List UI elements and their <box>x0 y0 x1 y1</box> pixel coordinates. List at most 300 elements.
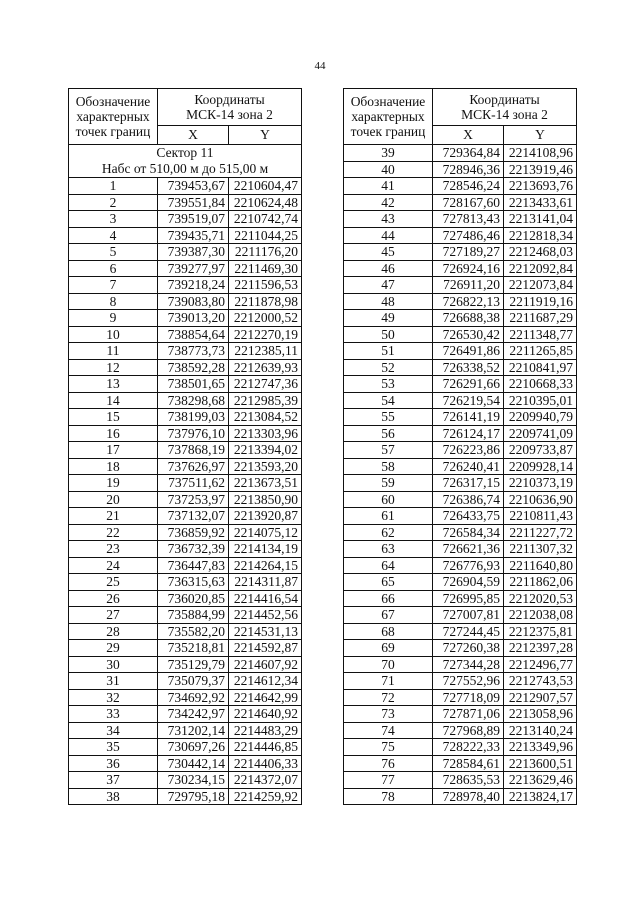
table-row <box>344 442 577 459</box>
table-row <box>344 343 577 360</box>
y-coordinate: 2211687,29 <box>504 310 577 327</box>
table-row <box>344 788 577 805</box>
point-number: 41 <box>344 178 433 195</box>
x-coordinate: 729364,84 <box>433 145 504 162</box>
point-number: 55 <box>344 409 433 426</box>
point-number: 5 <box>69 244 158 261</box>
table-row <box>69 178 302 195</box>
point-number: 66 <box>344 590 433 607</box>
y-coordinate: 2212020,53 <box>504 590 577 607</box>
table-row <box>344 656 577 673</box>
table-row <box>344 491 577 508</box>
coordinates-table-left <box>68 88 302 805</box>
table-row <box>69 260 302 277</box>
y-coordinate: 2214446,85 <box>229 739 302 756</box>
x-coordinate: 735884,99 <box>158 607 229 624</box>
x-coordinate: 738773,73 <box>158 343 229 360</box>
y-coordinate: 2211348,77 <box>504 326 577 343</box>
x-coordinate: 726219,54 <box>433 392 504 409</box>
x-coordinate: 727552,96 <box>433 673 504 690</box>
point-number: 21 <box>69 508 158 525</box>
point-number: 13 <box>69 376 158 393</box>
table-row <box>344 425 577 442</box>
table-row <box>69 491 302 508</box>
table-row <box>344 722 577 739</box>
y-coordinate: 2213140,24 <box>504 722 577 739</box>
point-number: 76 <box>344 755 433 772</box>
table-row <box>69 194 302 211</box>
table-row <box>69 574 302 591</box>
table-row <box>69 293 302 310</box>
table-row <box>344 475 577 492</box>
point-number: 19 <box>69 475 158 492</box>
y-coordinate: 2213850,90 <box>229 491 302 508</box>
sector-heading <box>69 145 302 178</box>
point-number: 36 <box>69 755 158 772</box>
table-row <box>344 706 577 723</box>
table-row <box>69 244 302 261</box>
sector-title: Сектор 11 <box>156 145 214 160</box>
y-coordinate: 2210841,97 <box>504 359 577 376</box>
point-number: 39 <box>344 145 433 162</box>
point-number: 30 <box>69 656 158 673</box>
y-coordinate: 2214108,96 <box>504 145 577 162</box>
y-coordinate: 2212907,57 <box>504 689 577 706</box>
x-coordinate: 729795,18 <box>158 788 229 805</box>
y-coordinate: 2212073,84 <box>504 277 577 294</box>
y-coordinate: 2211919,16 <box>504 293 577 310</box>
point-number: 26 <box>69 590 158 607</box>
x-coordinate: 727260,38 <box>433 640 504 657</box>
table-row <box>344 161 577 178</box>
x-coordinate: 737976,10 <box>158 425 229 442</box>
point-number: 29 <box>69 640 158 657</box>
x-coordinate: 726223,86 <box>433 442 504 459</box>
point-number: 16 <box>69 425 158 442</box>
point-number: 23 <box>69 541 158 558</box>
y-coordinate: 2213673,51 <box>229 475 302 492</box>
table-row <box>69 310 302 327</box>
x-coordinate: 726688,38 <box>433 310 504 327</box>
table-row <box>344 689 577 706</box>
table-row <box>69 359 302 376</box>
y-coordinate: 2212743,53 <box>504 673 577 690</box>
table-row <box>344 376 577 393</box>
table-row <box>344 607 577 624</box>
table-row <box>69 623 302 640</box>
table-row <box>69 475 302 492</box>
x-coordinate: 736020,85 <box>158 590 229 607</box>
y-coordinate: 2210395,01 <box>504 392 577 409</box>
y-coordinate: 2211596,53 <box>229 277 302 294</box>
y-coordinate: 2213920,87 <box>229 508 302 525</box>
designation-header: Обозначение характерных точек границ <box>344 89 433 145</box>
table-row <box>69 755 302 772</box>
y-coordinate: 2213058,96 <box>504 706 577 723</box>
table-row <box>344 772 577 789</box>
y-coordinate: 2210636,90 <box>504 491 577 508</box>
x-coordinate: 730442,14 <box>158 755 229 772</box>
point-number: 49 <box>344 310 433 327</box>
point-number: 11 <box>69 343 158 360</box>
point-number: 74 <box>344 722 433 739</box>
x-coordinate: 726584,34 <box>433 524 504 541</box>
x-coordinate: 739453,67 <box>158 178 229 195</box>
y-coordinate: 2214640,92 <box>229 706 302 723</box>
y-coordinate: 2209733,87 <box>504 442 577 459</box>
point-number: 64 <box>344 557 433 574</box>
table-row <box>344 739 577 756</box>
table-row <box>69 392 302 409</box>
x-coordinate: 726621,36 <box>433 541 504 558</box>
table-row <box>344 508 577 525</box>
point-number: 3 <box>69 211 158 228</box>
x-coordinate: 727718,09 <box>433 689 504 706</box>
point-number: 60 <box>344 491 433 508</box>
x-coordinate: 738199,03 <box>158 409 229 426</box>
coordinates-header: Координаты МСК-14 зона 2 <box>433 89 577 126</box>
point-number: 46 <box>344 260 433 277</box>
y-coordinate: 2211265,85 <box>504 343 577 360</box>
table-row <box>69 689 302 706</box>
y-coordinate: 2210604,47 <box>229 178 302 195</box>
point-number: 62 <box>344 524 433 541</box>
x-coordinate: 737132,07 <box>158 508 229 525</box>
table-row <box>69 442 302 459</box>
point-number: 15 <box>69 409 158 426</box>
point-number: 4 <box>69 227 158 244</box>
y-coordinate: 2212092,84 <box>504 260 577 277</box>
point-number: 27 <box>69 607 158 624</box>
point-number: 18 <box>69 458 158 475</box>
point-number: 40 <box>344 161 433 178</box>
table-row <box>344 458 577 475</box>
x-coordinate: 726822,13 <box>433 293 504 310</box>
point-number: 59 <box>344 475 433 492</box>
x-column-header: X <box>433 126 504 145</box>
y-coordinate: 2211469,30 <box>229 260 302 277</box>
y-coordinate: 2213303,96 <box>229 425 302 442</box>
point-number: 75 <box>344 739 433 756</box>
y-coordinate: 2214264,15 <box>229 557 302 574</box>
y-coordinate: 2212385,11 <box>229 343 302 360</box>
point-number: 71 <box>344 673 433 690</box>
y-coordinate: 2212639,93 <box>229 359 302 376</box>
sector-height-range: Набс от 510,00 м до 515,00 м <box>101 161 269 176</box>
y-coordinate: 2209928,14 <box>504 458 577 475</box>
table-row <box>69 557 302 574</box>
y-coordinate: 2213593,20 <box>229 458 302 475</box>
x-coordinate: 726291,66 <box>433 376 504 393</box>
table-row <box>69 508 302 525</box>
table-row <box>69 788 302 805</box>
y-coordinate: 2214642,99 <box>229 689 302 706</box>
y-coordinate: 2212397,28 <box>504 640 577 657</box>
y-coordinate: 2212000,52 <box>229 310 302 327</box>
table-row <box>344 260 577 277</box>
x-coordinate: 726317,15 <box>433 475 504 492</box>
point-number: 77 <box>344 772 433 789</box>
point-number: 2 <box>69 194 158 211</box>
x-coordinate: 734692,92 <box>158 689 229 706</box>
y-coordinate: 2213433,61 <box>504 194 577 211</box>
y-coordinate: 2214612,34 <box>229 673 302 690</box>
x-coordinate: 739387,30 <box>158 244 229 261</box>
x-coordinate: 739083,80 <box>158 293 229 310</box>
x-coordinate: 728584,61 <box>433 755 504 772</box>
point-number: 20 <box>69 491 158 508</box>
y-coordinate: 2214452,56 <box>229 607 302 624</box>
table-row <box>344 590 577 607</box>
table-row <box>344 673 577 690</box>
y-coordinate: 2212985,39 <box>229 392 302 409</box>
x-coordinate: 726240,41 <box>433 458 504 475</box>
point-number: 63 <box>344 541 433 558</box>
x-coordinate: 736732,39 <box>158 541 229 558</box>
x-coordinate: 726433,75 <box>433 508 504 525</box>
point-number: 54 <box>344 392 433 409</box>
point-number: 50 <box>344 326 433 343</box>
table-row <box>344 211 577 228</box>
y-coordinate: 2214075,12 <box>229 524 302 541</box>
x-coordinate: 736447,83 <box>158 557 229 574</box>
x-coordinate: 735129,79 <box>158 656 229 673</box>
y-coordinate: 2213394,02 <box>229 442 302 459</box>
y-coordinate: 2211862,06 <box>504 574 577 591</box>
point-number: 78 <box>344 788 433 805</box>
y-coordinate: 2211227,72 <box>504 524 577 541</box>
y-coordinate: 2213141,04 <box>504 211 577 228</box>
x-coordinate: 739435,71 <box>158 227 229 244</box>
point-number: 57 <box>344 442 433 459</box>
table-row <box>69 607 302 624</box>
x-coordinate: 728978,40 <box>433 788 504 805</box>
x-coordinate: 727871,06 <box>433 706 504 723</box>
y-coordinate: 2213824,17 <box>504 788 577 805</box>
table-row <box>344 227 577 244</box>
table-row <box>344 310 577 327</box>
y-coordinate: 2214531,13 <box>229 623 302 640</box>
x-coordinate: 735218,81 <box>158 640 229 657</box>
point-number: 51 <box>344 343 433 360</box>
x-coordinate: 739277,97 <box>158 260 229 277</box>
point-number: 1 <box>69 178 158 195</box>
point-number: 53 <box>344 376 433 393</box>
x-coordinate: 727813,43 <box>433 211 504 228</box>
y-coordinate: 2212468,03 <box>504 244 577 261</box>
point-number: 45 <box>344 244 433 261</box>
point-number: 28 <box>69 623 158 640</box>
x-coordinate: 727968,89 <box>433 722 504 739</box>
y-coordinate: 2212375,81 <box>504 623 577 640</box>
point-number: 52 <box>344 359 433 376</box>
table-row <box>344 623 577 640</box>
y-coordinate: 2213084,52 <box>229 409 302 426</box>
x-coordinate: 730234,15 <box>158 772 229 789</box>
x-coordinate: 737868,19 <box>158 442 229 459</box>
x-coordinate: 739519,07 <box>158 211 229 228</box>
point-number: 65 <box>344 574 433 591</box>
x-coordinate: 737511,62 <box>158 475 229 492</box>
y-coordinate: 2213693,76 <box>504 178 577 195</box>
point-number: 14 <box>69 392 158 409</box>
table-row <box>69 277 302 294</box>
table-row <box>344 640 577 657</box>
table-row <box>69 772 302 789</box>
x-coordinate: 739218,24 <box>158 277 229 294</box>
y-coordinate: 2210624,48 <box>229 194 302 211</box>
x-coordinate: 738298,68 <box>158 392 229 409</box>
x-coordinate: 726924,16 <box>433 260 504 277</box>
designation-header: Обозначение характерных точек границ <box>69 89 158 145</box>
point-number: 38 <box>69 788 158 805</box>
y-coordinate: 2209940,79 <box>504 409 577 426</box>
y-coordinate: 2211878,98 <box>229 293 302 310</box>
table-row <box>69 673 302 690</box>
point-number: 34 <box>69 722 158 739</box>
y-coordinate: 2214259,92 <box>229 788 302 805</box>
table-row <box>69 458 302 475</box>
point-number: 32 <box>69 689 158 706</box>
table-row <box>69 227 302 244</box>
point-number: 72 <box>344 689 433 706</box>
table-row <box>69 211 302 228</box>
y-coordinate: 2214607,92 <box>229 656 302 673</box>
table-row <box>344 574 577 591</box>
x-coordinate: 738501,65 <box>158 376 229 393</box>
point-number: 7 <box>69 277 158 294</box>
coordinates-table-right <box>343 88 577 805</box>
y-coordinate: 2212496,77 <box>504 656 577 673</box>
page-number: 44 <box>314 60 326 72</box>
y-coordinate: 2214134,19 <box>229 541 302 558</box>
table-row <box>344 145 577 162</box>
y-coordinate: 2212270,19 <box>229 326 302 343</box>
table-row <box>69 640 302 657</box>
table-row <box>69 425 302 442</box>
x-coordinate: 726776,93 <box>433 557 504 574</box>
table-row <box>69 343 302 360</box>
table-row <box>344 541 577 558</box>
point-number: 10 <box>69 326 158 343</box>
point-number: 48 <box>344 293 433 310</box>
table-row <box>69 739 302 756</box>
point-number: 35 <box>69 739 158 756</box>
point-number: 70 <box>344 656 433 673</box>
y-column-header: Y <box>229 126 302 145</box>
y-coordinate: 2211044,25 <box>229 227 302 244</box>
x-coordinate: 727486,46 <box>433 227 504 244</box>
x-coordinate: 739551,84 <box>158 194 229 211</box>
point-number: 42 <box>344 194 433 211</box>
table-row <box>69 656 302 673</box>
table-row <box>344 359 577 376</box>
point-number: 17 <box>69 442 158 459</box>
y-coordinate: 2210742,74 <box>229 211 302 228</box>
table-row <box>344 178 577 195</box>
table-row <box>344 755 577 772</box>
y-coordinate: 2213349,96 <box>504 739 577 756</box>
point-number: 47 <box>344 277 433 294</box>
y-coordinate: 2213600,51 <box>504 755 577 772</box>
table-row <box>69 706 302 723</box>
y-coordinate: 2212747,36 <box>229 376 302 393</box>
x-coordinate: 737626,97 <box>158 458 229 475</box>
point-number: 61 <box>344 508 433 525</box>
x-coordinate: 734242,97 <box>158 706 229 723</box>
y-coordinate: 2214592,87 <box>229 640 302 657</box>
table-row <box>69 541 302 558</box>
table-row <box>69 326 302 343</box>
point-number: 43 <box>344 211 433 228</box>
table-row <box>69 376 302 393</box>
y-coordinate: 2211176,20 <box>229 244 302 261</box>
y-coordinate: 2214372,07 <box>229 772 302 789</box>
x-coordinate: 727189,27 <box>433 244 504 261</box>
x-column-header: X <box>158 126 229 145</box>
x-coordinate: 726338,52 <box>433 359 504 376</box>
y-coordinate: 2212038,08 <box>504 607 577 624</box>
x-coordinate: 726904,59 <box>433 574 504 591</box>
point-number: 24 <box>69 557 158 574</box>
y-coordinate: 2211307,32 <box>504 541 577 558</box>
point-number: 8 <box>69 293 158 310</box>
x-coordinate: 727344,28 <box>433 656 504 673</box>
point-number: 44 <box>344 227 433 244</box>
point-number: 9 <box>69 310 158 327</box>
y-coordinate: 2210373,19 <box>504 475 577 492</box>
table-row <box>344 524 577 541</box>
point-number: 31 <box>69 673 158 690</box>
table-row <box>344 392 577 409</box>
point-number: 56 <box>344 425 433 442</box>
x-coordinate: 727007,81 <box>433 607 504 624</box>
x-coordinate: 736315,63 <box>158 574 229 591</box>
y-coordinate: 2209741,09 <box>504 425 577 442</box>
point-number: 6 <box>69 260 158 277</box>
x-coordinate: 739013,20 <box>158 310 229 327</box>
table-row <box>69 409 302 426</box>
point-number: 69 <box>344 640 433 657</box>
point-number: 12 <box>69 359 158 376</box>
x-coordinate: 737253,97 <box>158 491 229 508</box>
point-number: 25 <box>69 574 158 591</box>
y-coordinate: 2214311,87 <box>229 574 302 591</box>
x-coordinate: 726911,20 <box>433 277 504 294</box>
table-row <box>69 524 302 541</box>
table-row <box>344 244 577 261</box>
point-number: 33 <box>69 706 158 723</box>
table-row <box>344 326 577 343</box>
y-coordinate: 2212818,34 <box>504 227 577 244</box>
table-row <box>344 409 577 426</box>
y-coordinate: 2214406,33 <box>229 755 302 772</box>
x-coordinate: 731202,14 <box>158 722 229 739</box>
table-row <box>344 194 577 211</box>
point-number: 37 <box>69 772 158 789</box>
y-coordinate: 2213629,46 <box>504 772 577 789</box>
x-coordinate: 738854,64 <box>158 326 229 343</box>
point-number: 73 <box>344 706 433 723</box>
x-coordinate: 738592,28 <box>158 359 229 376</box>
y-coordinate: 2214416,54 <box>229 590 302 607</box>
y-coordinate: 2214483,29 <box>229 722 302 739</box>
x-coordinate: 728635,53 <box>433 772 504 789</box>
x-coordinate: 728546,24 <box>433 178 504 195</box>
table-row <box>69 590 302 607</box>
x-coordinate: 727244,45 <box>433 623 504 640</box>
y-coordinate: 2211640,80 <box>504 557 577 574</box>
